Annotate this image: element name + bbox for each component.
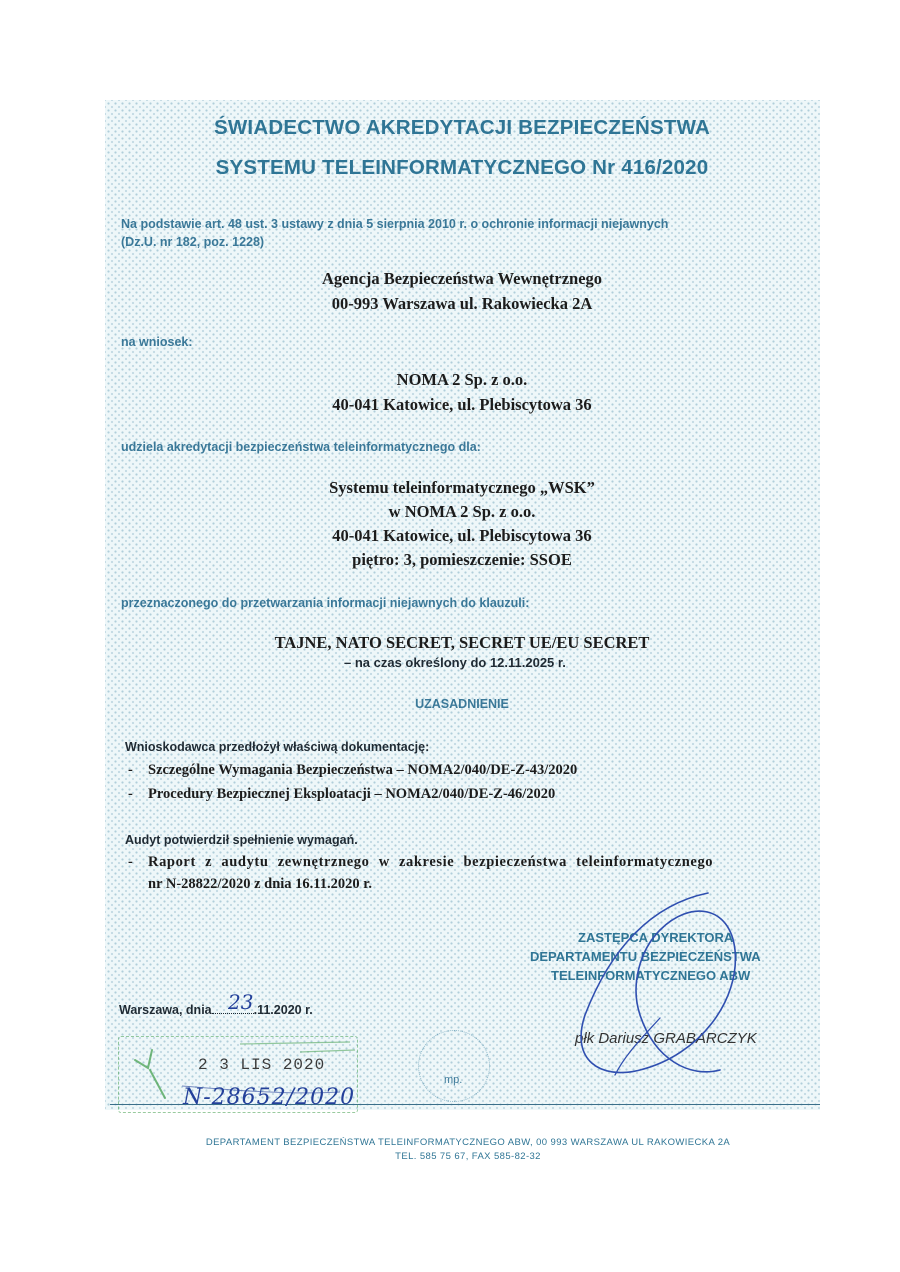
certificate-title-line1: ŚWIADECTWO AKREDYTACJI BEZPIECZEŃSTWA [214,116,710,139]
footer-address: DEPARTAMENT BEZPIECZEŃSTWA TELEINFORMATYCZNEGO ABW, 00 993 WARSZAWA UL RAKOWIECKA 2A [205,1137,731,1148]
issue-date-suffix: .11.2020 r. [253,1003,313,1017]
system-owner: w NOMA 2 Sp. z o.o. [388,502,536,521]
documentation-item-text: Procedury Bezpiecznej Eksploatacji – NOMA2/040/DE-Z-46/2020 [148,786,556,802]
purpose-label: przeznaczonego do przetwarzania informacji niejawnych do klauzuli: [121,596,530,610]
applicant-address: 40-041 Katowice, ul. Plebiscytowa 36 [332,395,592,414]
issuer-address: 00-993 Warszawa ul. Rakowiecka 2A [331,294,593,313]
justification-heading: UZASADNIENIE [415,697,509,711]
signatory-title-line2: DEPARTAMENTU BEZPIECZEŃSTWA [530,949,761,964]
audit-item-line1: Raport z audytu zewnętrznego w zakresie bezpieczeństwa teleinformatycznego [148,854,714,870]
footer-contact: TEL. 585 75 67, FAX 585-82-32 [395,1151,541,1162]
handwritten-day: 23 [228,990,254,1014]
audit-intro: Audyt potwierdził spełnienie wymagań. [125,833,358,847]
request-label: na wniosek: [121,335,193,349]
stamp-green-strokes [240,1042,355,1052]
issue-date-prefix: Warszawa, dnia [119,1003,212,1017]
legal-basis-line2: (Dz.U. nr 182, poz. 1228) [121,235,265,249]
applicant-name: NOMA 2 Sp. z o.o. [396,370,528,389]
system-location: piętro: 3, pomieszczenie: SSOE [352,550,572,569]
classification-clause: TAJNE, NATO SECRET, SECRET UE/EU SECRET [274,633,650,652]
certificate-title-line2: SYSTEMU TELEINFORMATYCZNEGO Nr 416/2020 [215,156,709,179]
system-name: Systemu teleinformatycznego „WSK” [329,478,595,497]
grant-label: udziela akredytacji bezpieczeństwa teleinformatycznego dla: [121,440,481,454]
stamp-green-arrow [135,1050,165,1098]
documentation-intro: Wnioskodawca przedłożył właściwą dokumentację: [125,740,430,754]
documentation-item: - Procedury Bezpiecznej Eksploatacji – NOMA2/040/DE-Z-46/2020 [128,786,556,802]
signatory-name: płk Dariusz GRABARCZYK [575,1030,757,1047]
documentation-item: - Szczególne Wymagania Bezpieczeństwa – NOMA2/040/DE-Z-43/2020 [128,762,578,778]
legal-basis-line1: Na podstawie art. 48 ust. 3 ustawy z dnia 5 sierpnia 2010 r. o ochronie informacji niejawnych [121,217,669,231]
signature-scribble [581,893,735,1073]
stamp-number: N-28652/2020 [183,1085,356,1110]
audit-item-line2: nr N-28822/2020 z dnia 16.11.2020 r. [148,876,372,892]
stamp-number-underline [182,1086,340,1093]
signatory-title-line1: ZASTĘPCA DYREKTORA [578,930,734,945]
audit-item: - Raport z audytu zewnętrznego w zakresie bezpieczeństwa teleinformatycznego [128,854,714,870]
validity-period: – na czas określony do 12.11.2025 r. [344,655,566,670]
stamp-date: 2 3 LIS 2020 [198,1056,326,1074]
issuer-name: Agencja Bezpieczeństwa Wewnętrznego [321,269,603,288]
signatory-title-line3: TELEINFORMATYCZNEGO ABW [551,968,751,983]
seal-label: mp. [444,1074,463,1086]
system-address: 40-041 Katowice, ul. Plebiscytowa 36 [332,526,592,545]
documentation-item-text: Szczególne Wymagania Bezpieczeństwa – NOMA2/040/DE-Z-43/2020 [148,762,578,778]
